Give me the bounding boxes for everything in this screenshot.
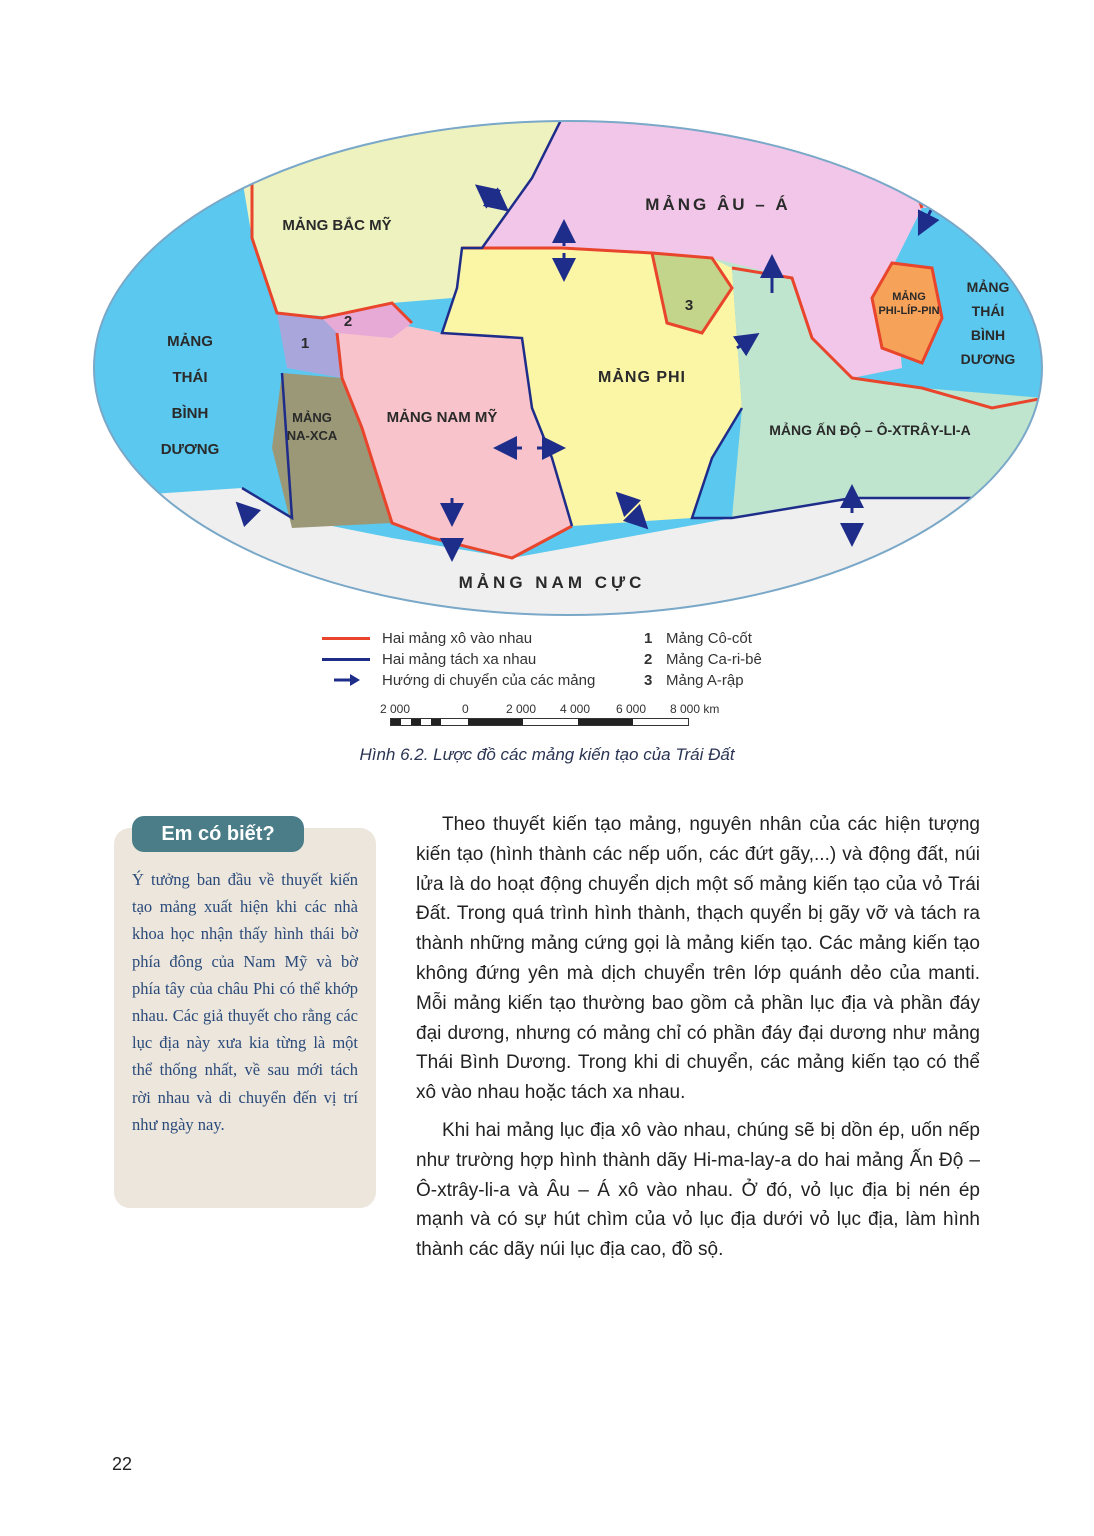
map-svg bbox=[92, 118, 1044, 618]
map-legend bbox=[322, 626, 802, 696]
paragraph-1: Theo thuyết kiến tạo mảng, nguyên nhân của các hiện tượng kiến tạo (hình thành các nếp uốn, các đứt gãy,...) và động đất, núi lửa là do hoạt động chuyển dịch một số mảng kiến tạo của vỏ Trái Đất. Trong quá trình hình thành, thạch quyển bị gãy vỡ và tách ra thành những mảng cứng gọi là mảng kiến tạo. Các mảng kiến tạo không đứng yên mà dịch chuyển trên lớp quánh dẻo của manti. Mỗi mảng kiến tạo thường bao gồm cả phần lục địa và phần đáy đại dương, nhưng có mảng chỉ có phần đáy đại dương như mảng Thái Bình Dương. Trong khi di chuyển, các mảng kiến tạo có thể xô vào nhau hoặc tách xa nhau. bbox=[416, 814, 980, 1104]
convergent-line-swatch bbox=[322, 637, 370, 640]
label-indo-australia: MẢNG ẤN ĐỘ – Ô-XTRÂY-LI-A bbox=[769, 422, 971, 438]
scale-bar bbox=[390, 718, 689, 726]
legend-item-label: Mảng Cô-cốt bbox=[666, 629, 752, 647]
did-you-know-text: Ý tưởng ban đầu về thuyết kiến tạo mảng xuất hiện khi các nhà khoa học nhận thấy hình thái bờ phía đông của Nam Mỹ và bờ phía tây của châu Phi có thể khớp nhau. Các giả thuyết cho rằng các lục địa này xưa kia từng là một thể thống nhất, về sau mới tách rời nhau và di chuyển đến vị trí như ngày nay. bbox=[132, 870, 358, 1134]
label-nazca-1: MẢNG bbox=[292, 410, 332, 425]
legend-number: 2 bbox=[644, 650, 653, 668]
main-text bbox=[416, 810, 980, 1273]
label-pacific-east-1: MẢNG bbox=[966, 279, 1010, 295]
scale-tick: 2 000 bbox=[506, 702, 537, 716]
legend-item-arabian bbox=[644, 670, 744, 690]
legend-motion bbox=[322, 670, 595, 690]
label-pacific-west-3: BÌNH bbox=[171, 405, 209, 422]
scale-tick: 0 bbox=[462, 702, 469, 716]
scale-tick: 2 000 bbox=[380, 702, 411, 716]
scale-tick: 4 000 bbox=[560, 702, 591, 716]
label-antarctic: MẢNG NAM CỰC bbox=[458, 573, 646, 592]
label-north-america: MẢNG BẮC MỸ bbox=[282, 217, 392, 234]
label-pacific-east-2: THÁI bbox=[971, 303, 1005, 319]
scale-tick: 8 000 km bbox=[670, 702, 720, 716]
label-nazca-2: NA-XCA bbox=[286, 428, 338, 443]
convergent-boundary-west-pacific bbox=[912, 138, 932, 208]
label-south-america: MẢNG NAM MỸ bbox=[386, 409, 498, 426]
legend-item-label: Mảng A-rập bbox=[666, 671, 744, 689]
scale-tick: 6 000 bbox=[616, 702, 647, 716]
label-cocos-number: 1 bbox=[300, 335, 310, 352]
figure-caption: Hình 6.2. Lược đồ các mảng kiến tạo của Trái Đất bbox=[359, 745, 735, 764]
paragraph-2: Khi hai mảng lục địa xô vào nhau, chúng sẽ bị dồn ép, uốn nếp như trường hợp hình thành dãy Hi-ma-lay-a do hai mảng Ấn Độ – Ô-xtrây-li-a và Âu – Á xô vào nhau. Ở đó, vỏ lục địa bị nén ép mạnh và có sự hút chìm của vỏ lục địa dưới vỏ lục địa, làm hình thành các dãy núi lục địa cao, đồ sộ. bbox=[416, 1119, 980, 1261]
legend-divergent bbox=[322, 649, 536, 669]
label-caribbean-number: 2 bbox=[343, 313, 353, 330]
legend-divergent-label: Hai mảng tách xa nhau bbox=[382, 650, 537, 668]
map-scale bbox=[380, 702, 740, 732]
label-eurasia: MẢNG ÂU – Á bbox=[645, 195, 791, 214]
legend-number: 1 bbox=[644, 629, 653, 647]
label-pacific-west-2: THÁI bbox=[172, 369, 208, 386]
label-pacific-west-1: MẢNG bbox=[167, 333, 213, 350]
legend-item-label: Mảng Ca-ri-bê bbox=[666, 650, 762, 668]
divergent-line-swatch bbox=[322, 658, 370, 661]
legend-motion-label: Hướng di chuyển của các mảng bbox=[382, 671, 596, 689]
page-number: 22 bbox=[112, 1454, 133, 1474]
label-pacific-east-4: DƯƠNG bbox=[960, 351, 1016, 367]
legend-convergent bbox=[322, 628, 532, 648]
legend-number: 3 bbox=[644, 671, 653, 689]
label-pacific-west-4: DƯƠNG bbox=[160, 441, 220, 458]
label-philippine-1: MẢNG bbox=[892, 291, 926, 303]
label-arabian-number: 3 bbox=[684, 297, 694, 314]
legend-convergent-label: Hai mảng xô vào nhau bbox=[382, 629, 533, 647]
did-you-know-title: Em có biết? bbox=[132, 816, 304, 852]
label-africa: MẢNG PHI bbox=[598, 369, 686, 386]
legend-item-caribbean bbox=[644, 649, 762, 669]
tectonic-plates-map bbox=[92, 118, 1044, 618]
legend-item-cocos bbox=[644, 628, 752, 648]
label-pacific-east-3: BÌNH bbox=[970, 327, 1006, 343]
arrow-icon bbox=[322, 670, 370, 690]
label-philippine-2: PHI-LÍP-PIN bbox=[878, 305, 940, 317]
